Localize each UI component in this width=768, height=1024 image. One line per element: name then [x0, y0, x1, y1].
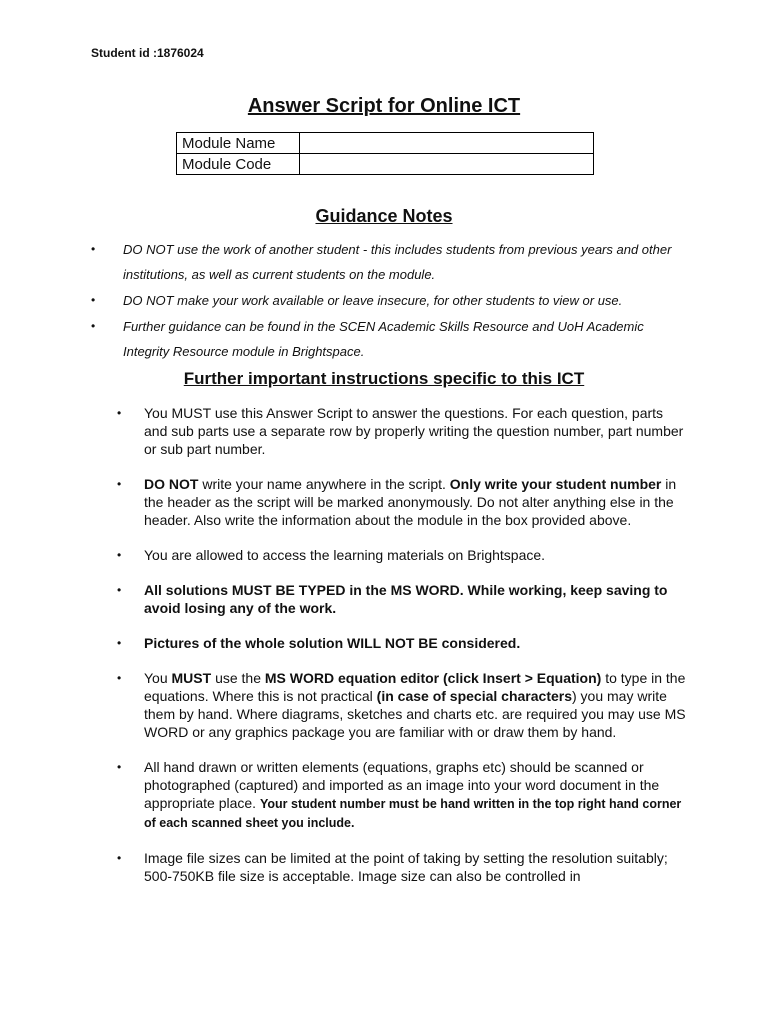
bullet-icon: •: [91, 319, 96, 333]
list-item: [117, 634, 687, 652]
instruction-text: You: [144, 670, 172, 686]
list-item: [117, 758, 687, 832]
instruction-text: Image file sizes can be limited at the point of taking by setting the resolution suitably; 500-750KB file size is acceptable. Image size can also be controlled in: [144, 850, 668, 884]
instruction-text: to type in the equations. Where this is not practical: [144, 670, 686, 704]
list-item: [117, 669, 687, 741]
list-item: [117, 475, 687, 529]
guidance-notes-list: [91, 237, 691, 365]
bullet-icon: •: [91, 293, 96, 307]
bullet-icon: •: [117, 583, 122, 597]
list-item: [117, 849, 687, 885]
instruction-emphasis: Your student number must be hand written in the top right hand corner of each scanned sheet you include.: [144, 797, 682, 830]
guidance-note-text: Further guidance can be found in the SCEN Academic Skills Resource and UoH Academic Integrity Resource module in Brightspace.: [123, 319, 644, 359]
list-item: [117, 546, 687, 564]
instruction-emphasis: All solutions MUST BE TYPED in the MS WORD. While working, keep saving to avoid losing any of the work.: [144, 582, 668, 616]
list-item: [117, 404, 687, 458]
instruction-text: write your name anywhere in the script.: [198, 476, 450, 492]
module-name-label: Module Name: [177, 133, 300, 154]
bullet-icon: •: [117, 671, 122, 685]
bullet-icon: •: [91, 242, 96, 256]
module-name-value[interactable]: [300, 133, 594, 154]
instruction-text: You are allowed to access the learning materials on Brightspace.: [144, 547, 546, 563]
bullet-icon: •: [117, 548, 122, 562]
list-item: [91, 288, 691, 313]
instruction-emphasis: Pictures of the whole solution WILL NOT BE considered.: [144, 635, 521, 651]
module-code-label: Module Code: [177, 154, 300, 175]
instruction-emphasis: MUST: [171, 670, 212, 686]
instructions-list: [117, 404, 687, 902]
bullet-icon: •: [117, 406, 122, 420]
instruction-emphasis: DO NOT: [144, 476, 199, 492]
bullet-icon: •: [117, 760, 122, 774]
instruction-text: All hand drawn or written elements (equations, graphs etc) should be scanned or photographed (captured) and imported as an image into your word document in the appropriate place.: [144, 759, 660, 811]
instruction-text: use the: [211, 670, 265, 686]
instruction-text: ) you may write them by hand. Where diagrams, sketches and charts etc. are required you may use MS WORD or any graphics package you are familiar with or draw them by hand.: [144, 688, 686, 740]
guidance-note-text: DO NOT make your work available or leave insecure, for other students to view or use.: [123, 293, 623, 308]
table-row: [177, 154, 594, 175]
student-id: Student id :1876024: [91, 46, 204, 60]
instruction-emphasis: MS WORD equation editor (click Insert > Equation): [264, 670, 602, 686]
module-info-table: [176, 132, 594, 175]
document-title: Answer Script for Online ICT: [247, 95, 521, 117]
guidance-note-text: DO NOT use the work of another student - this includes students from previous years and other institutions, as well as current students on the module.: [123, 242, 672, 282]
list-item: [91, 314, 691, 364]
guidance-notes-heading: Guidance Notes: [315, 206, 453, 226]
instruction-emphasis: (in case of special characters: [376, 688, 572, 704]
instructions-heading: Further important instructions specific to this ICT: [183, 369, 585, 388]
module-code-value[interactable]: [300, 154, 594, 175]
instruction-text: in the header as the script will be marked anonymously. Do not alter anything else in the header. Also write the information about the module in the box provided above.: [144, 476, 677, 528]
list-item: [91, 237, 691, 287]
bullet-icon: •: [117, 477, 122, 491]
table-row: [177, 133, 594, 154]
bullet-icon: •: [117, 851, 122, 865]
instruction-text: You MUST use this Answer Script to answer the questions. For each question, parts and sub parts use a separate row by properly writing the question number, part number or sub part number.: [144, 405, 684, 457]
list-item: [117, 581, 687, 617]
bullet-icon: •: [117, 636, 122, 650]
instruction-emphasis: Only write your student number: [449, 476, 662, 492]
